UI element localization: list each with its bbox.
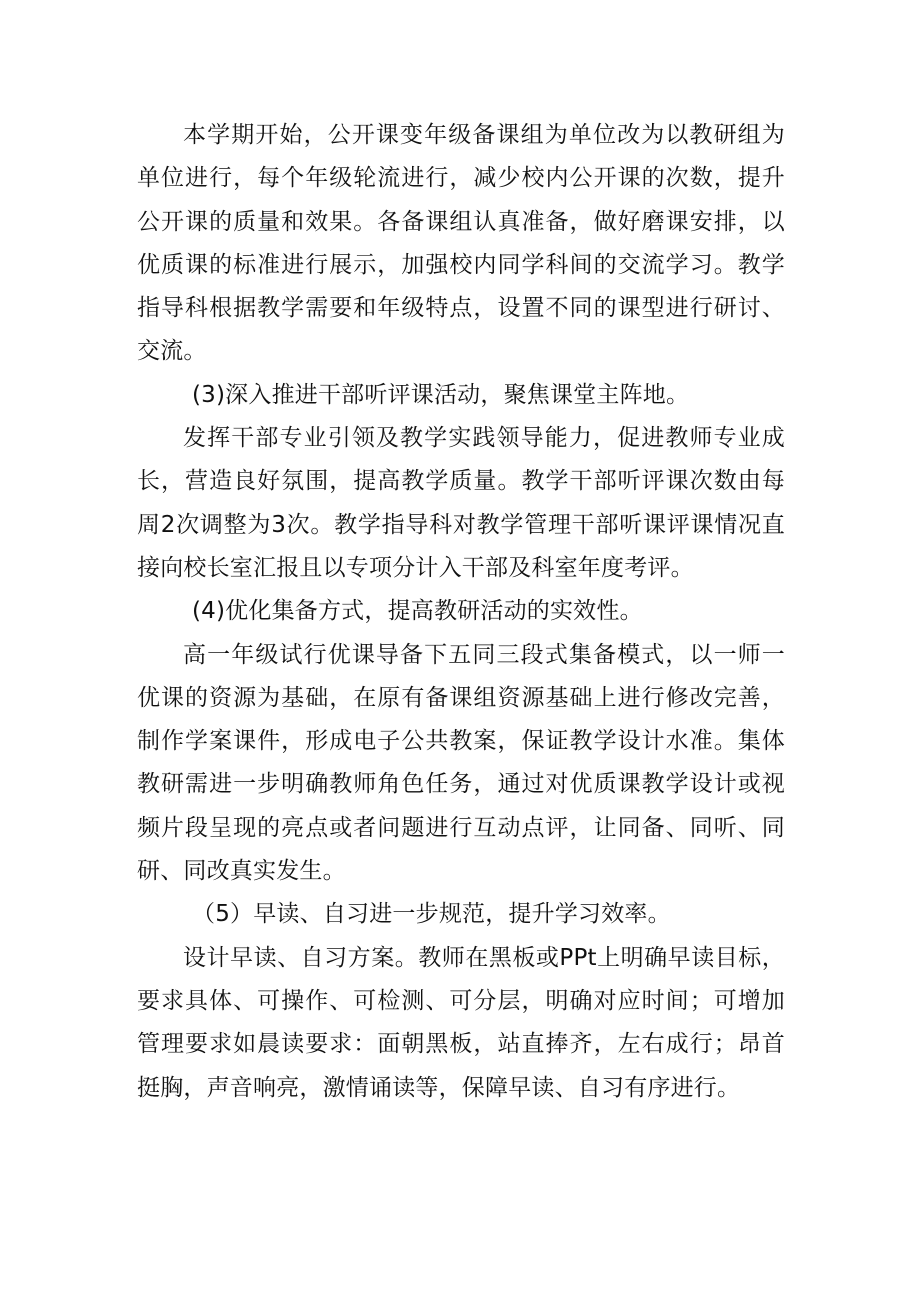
- paragraph-open-class: 本学期开始，公开课变年级备课组为单位改为以教研组为单位进行，每个年级轮流进行，减少校内公开课的次数，提升公开课的质量和效果。各备课组认真准备，做好磨课安排，以优质课的标准进行展示，加强校内同学科间的交流学习。教学指导科根据教学需要和年级特点，设置不同的课型进行研讨、交流。: [137, 122, 785, 365]
- paragraph-cadre-observation: 发挥干部专业引领及教学实践领导能力，促进教师专业成长，营造良好氛围，提高教学质量。教学干部听评课次数由每周2次调整为3次。教学指导科对教学管理干部听课评课情况直接向校长室汇报且以专项分计入干部及科室年度考评。: [137, 425, 785, 581]
- section-heading-4: (4)优化集备方式，提高教研活动的实效性。: [192, 598, 643, 625]
- paragraph-collective-preparation: 高一年级试行优课导备下五同三段式集备模式，以一师一优课的资源为基础，在原有备课组资源基础上进行修改完善，制作学案课件，形成电子公共教案，保证教学设计水准。集体教研需进一步明确教师角色任务，通过对优质课教学设计或视频片段呈现的亮点或者问题进行互动点评，让同备、同听、同研、同改真实发生。: [137, 641, 785, 885]
- document-body: [137, 114, 785, 1110]
- section-heading-3: (3)深入推进干部听评课活动，聚焦课堂主阵地。: [192, 381, 690, 408]
- paragraph-morning-reading: 设计早读、自习方案。教师在黑板或PPt上明确早读目标，要求具体、可操作、可检测、可分层，明确对应时间；可增加管理要求如晨读要求：面朝黑板，站直捧齐，左右成行；昂首挺胸，声音响亮，激情诵读等，保障早读、自习有序进行。: [137, 944, 785, 1101]
- section-heading-5: （5）早读、自习进一步规范，提升学习效率。: [192, 901, 671, 928]
